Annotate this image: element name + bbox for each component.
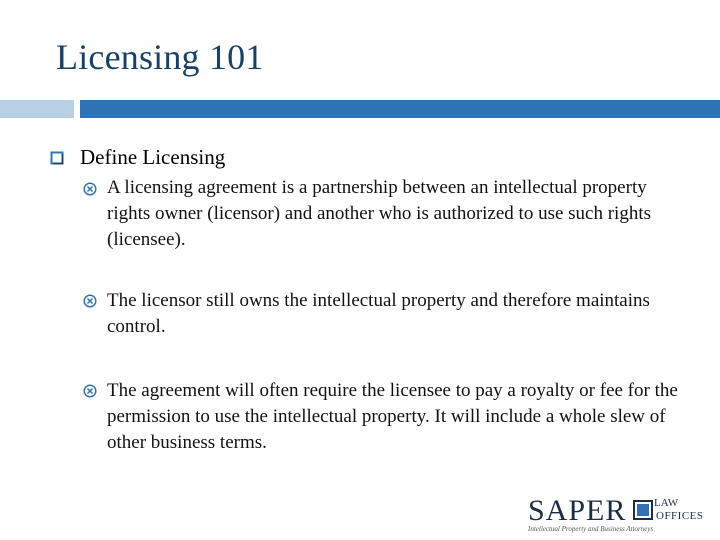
slide-title: Licensing 101 (56, 37, 264, 77)
bullet-level1-define-licensing: Define Licensing (80, 145, 226, 169)
bullet-item-1: A licensing agreement is a partnership between an intellectual property rights owner (licensor) and another who is authorized to use such rights (licensee). (107, 177, 652, 250)
logo-name: SAPER (528, 494, 627, 527)
header-accent-bar-dark (80, 100, 720, 118)
logo-law: LAW (654, 497, 679, 509)
saper-law-offices-logo (526, 494, 716, 534)
hollow-square-bullet-icon (50, 151, 64, 165)
logo-offices: OFFICES (656, 510, 704, 522)
bullet-item-2: The licensor still owns the intellectual property and therefore maintains control. (107, 290, 650, 337)
logo-tagline: Intellectual Property and Business Attorneys (528, 525, 654, 533)
header-accent-bar-light (0, 100, 74, 118)
circled-x-bullet-icon (83, 182, 97, 196)
circled-x-bullet-icon (83, 384, 97, 398)
circled-x-bullet-icon (83, 294, 97, 308)
bullet-item-3: The agreement will often require the licensee to pay a royalty or fee for the permission to use the intellectual property. It will include a whole slew of other business terms. (107, 380, 678, 453)
logo-square-icon (633, 500, 653, 520)
